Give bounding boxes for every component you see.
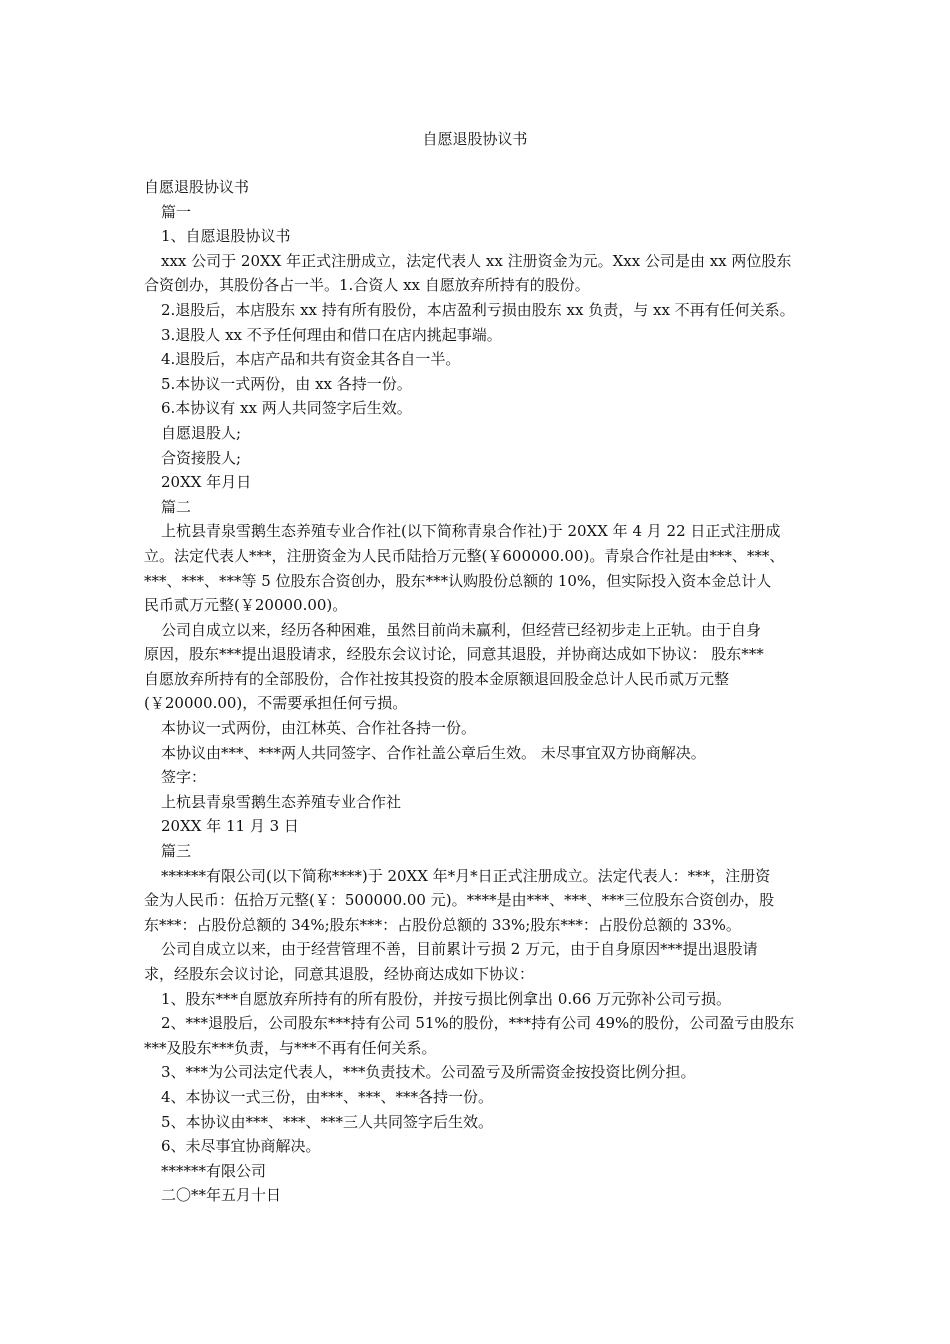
paragraph-line: ***、***、***等 5 位股东合资创办，股东***认购股份总额的 10%，但实际投入资本金总计人 [144, 571, 772, 590]
document-title: 自愿退股协议书 [422, 130, 528, 148]
paragraph-line: 1、自愿退股协议书 [161, 227, 291, 246]
paragraph-line: 签字： [161, 768, 207, 787]
paragraph-line: 本协议一式两份，由江林英、合作社各持一份。 [161, 719, 477, 738]
paragraph-line: 合资接股人; [161, 448, 242, 467]
paragraph-line: 4、本协议一式三份，由***、***、***各持一份。 [161, 1087, 494, 1106]
paragraph-line: 篇一 [161, 202, 192, 221]
paragraph-line: 原因，股东***提出退股请求，经股东会议讨论，同意其退股，并协商达成如下协议： 股东*** [144, 645, 764, 664]
paragraph-line: 2、***退股后，公司股东***持有公司 51%的股份，***持有公司 49%的股份，公司盈亏由股东 [161, 1014, 795, 1033]
paragraph-line: 3、***为公司法定代表人，***负责技术。公司盈亏及所需资金按投资比例分担。 [161, 1063, 696, 1082]
paragraph-line: 公司自成立以来，经历各种困难，虽然目前尚未赢利，但经营已经初步走上正轨。由于自身 [161, 620, 762, 639]
paragraph-line: 东***：占股份总额的 34%;股东***：占股份总额的 33%;股东***：占股份总额的 33%。 [144, 915, 741, 934]
paragraph-line: (￥20000.00)，不需要承担任何亏损。 [144, 694, 408, 713]
paragraph-line: ******有限公司(以下简称****)于 20XX 年*月*日正式注册成立。法定代表人：***，注册资 [161, 866, 771, 885]
paragraph-line: ***及股东***负责，与***不再有任何关系。 [144, 1038, 437, 1057]
paragraph-line: 公司自成立以来，由于经营管理不善，目前累计亏损 2 万元，由于自身原因***提出退股请 [161, 940, 758, 959]
paragraph-line: 20XX 年 11 月 3 日 [161, 817, 299, 836]
paragraph-line: 篇三 [161, 842, 192, 861]
paragraph-line: 篇二 [161, 497, 192, 516]
paragraph-line: 民币贰万元整(￥20000.00)。 [144, 596, 348, 615]
paragraph-line: 自愿放弃所持有的全部股份，合作社按其投资的股本金原额退回股金总计人民币贰万元整 [144, 669, 730, 688]
paragraph-line: xxx 公司于 20XX 年正式注册成立，法定代表人 xx 注册资金为元。Xxx 公司是由 xx 两位股东 [161, 251, 792, 270]
paragraph-line: 自愿退股协议书 [144, 178, 250, 196]
paragraph-line: 20XX 年月日 [161, 473, 252, 492]
paragraph-line: 二〇**年五月十日 [161, 1186, 282, 1205]
paragraph-line: 5.本协议一式两份，由 xx 各持一份。 [161, 374, 412, 393]
paragraph-line: 本协议由***、***两人共同签字、合作社盖公章后生效。 未尽事宜双方协商解决。 [161, 743, 706, 762]
paragraph-line: 金为人民币：伍拾万元整(￥：500000.00 元)。****是由***、***、***三位股东合资创办，股 [144, 891, 775, 910]
paragraph-line: 6.本协议有 xx 两人共同签字后生效。 [161, 399, 412, 418]
paragraph-line: 上杭县青泉雪鹅生态养殖专业合作社(以下简称青泉合作社)于 20XX 年 4 月 22 日正式注册成 [161, 522, 781, 541]
paragraph-line: 3.退股人 xx 不予任何理由和借口在店内挑起事端。 [161, 325, 502, 344]
paragraph-line: 求，经股东会议讨论，同意其退股，经协商达成如下协议： [144, 965, 535, 983]
paragraph-line: 1、股东***自愿放弃所持有的所有股份，并按亏损比例拿出 0.66 万元弥补公司亏损。 [161, 989, 731, 1008]
paragraph-line: 立。法定代表人***，注册资金为人民币陆拾万元整(￥600000.00)。青泉合作社是由***、***、 [144, 546, 785, 565]
paragraph-line: 6、未尽事宜协商解决。 [161, 1137, 321, 1156]
document-body [144, 175, 824, 1208]
paragraph-line: 自愿退股人; [161, 423, 242, 442]
paragraph-line: 合资创办，其股份各占一半。1.合资人 xx 自愿放弃所持有的股份。 [144, 276, 590, 295]
paragraph-line: 5、本协议由***、***、***三人共同签字后生效。 [161, 1112, 494, 1131]
paragraph-line: ******有限公司 [161, 1161, 267, 1180]
paragraph-line: 2.退股后，本店股东 xx 持有所有股份，本店盈利亏损由股东 xx 负责，与 xx 不再有任何关系。 [161, 300, 795, 319]
paragraph-line: 上杭县青泉雪鹅生态养殖专业合作社 [161, 792, 402, 811]
paragraph-line: 4.退股后，本店产品和共有资金其各自一半。 [161, 350, 461, 369]
